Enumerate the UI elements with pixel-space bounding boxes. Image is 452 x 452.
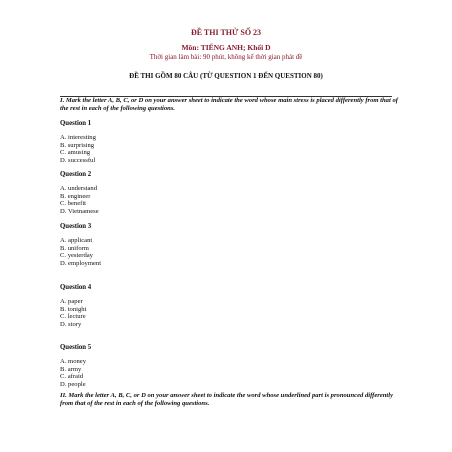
option-d: D. story [60,320,82,328]
question-block [60,343,360,388]
option-a: A. money [60,358,87,365]
question-count-heading: ĐỀ THI GỒM 80 CÂU (TỪ QUESTION 1 ĐẾN QUESTION 80) [129,72,323,80]
option-b: B. tonight [60,305,87,313]
option-d: D. successful [60,156,96,164]
question-label: Question 3 [60,223,92,230]
question-label: Question 2 [60,171,92,178]
question-block [60,119,360,164]
option-c: C. benefit [60,200,87,208]
option-a: A. applicant [60,237,93,244]
option-a: A. understand [60,185,97,192]
question-label: Question 5 [60,344,92,351]
option-b: B. engineer [60,192,91,200]
option-c: C. afraid [60,373,84,381]
option-b: B. uniform [60,244,89,252]
option-d: D. employment [60,259,102,267]
subject-line: Môn: TIẾNG ANH; Khối D [181,43,271,52]
option-c: C. lecture [60,313,86,321]
option-c: C. amusing [60,149,91,157]
exam-title: ĐỀ THI THỬ SỐ 23 [190,28,262,37]
option-d: D. Vietnamese [60,207,99,215]
question-block [60,170,360,215]
question-label: Question 4 [60,284,92,291]
question-block [60,222,360,267]
option-b: B. army [60,365,82,373]
option-a: A. interesting [60,134,96,141]
question-label: Question 1 [60,120,92,127]
section-1-instruction: I. Mark the letter A, B, C, or D on your answer sheet to indicate the word whose main stress is placed differently from that of the rest in each of the following questions. [60,97,398,112]
option-d: D. people [60,380,86,388]
option-c: C. yesterday [60,252,93,260]
time-note: Thời gian làm bài: 90 phút, không kể thời gian phát đề [149,53,303,61]
section-2-instruction: II. Mark the letter A, B, C, or D on your answer sheet to indicate the word whose underlined part is pronounced differently from that of the rest in each of the following questions. [60,392,394,407]
option-b: B. surprising [60,141,95,149]
question-block [60,283,360,328]
option-a: A. paper [60,298,83,305]
